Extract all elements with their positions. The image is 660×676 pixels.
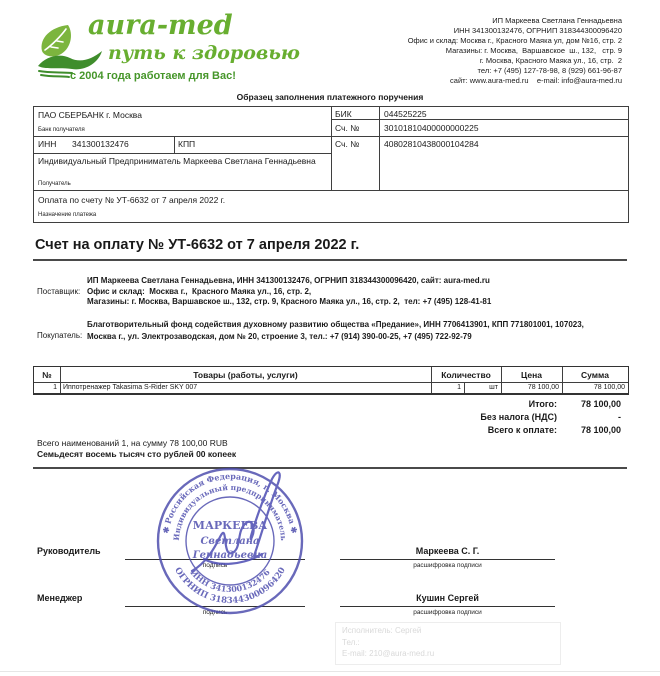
buyer-info: Благотворительный фонд содействия духовному развитию общества «Предание», ИНН 7706413901, КПП 771801001, 107023, Москва г., ул. Электрозаводская, дом № 20, строение 3, тел.: +7 (914) 390-00-25, +7 (495) 722-92-79	[87, 320, 584, 341]
supplier-label: Поставщик:	[37, 287, 81, 296]
bik-value: 044525225	[384, 109, 427, 119]
executor-email: E-mail: 210@aura-med.ru	[342, 649, 435, 658]
page-bottom-line	[0, 671, 660, 672]
contact-line: тел: +7 (495) 127-78-98, 8 (929) 661-96-87	[477, 66, 622, 75]
brand-tagline: путь к здоровью	[108, 42, 300, 64]
name-caption: расшифровка подписи	[413, 562, 482, 569]
corr-account-label: Сч. №	[335, 123, 360, 133]
inn-value: 341300132476	[72, 139, 129, 149]
stamp-arc-bottom-outer: ОГРНИП 318344300096420	[172, 565, 288, 607]
supplier-line: ИП Маркеева Светлана Геннадьевна, ИНН 341300132476, ОГРНИП 318344300096420, сайт: aura-med.ru	[87, 276, 490, 285]
bik-label: БИК	[335, 109, 352, 119]
payment-sample-table	[33, 106, 629, 223]
director-role: Руководитель	[37, 546, 101, 556]
executor-note	[335, 622, 561, 665]
signature-line	[340, 606, 555, 607]
signature-caption: подпись	[202, 609, 228, 616]
item-amount: 78 100,00	[593, 384, 625, 391]
total-label: Без налога (НДС)	[480, 412, 557, 422]
col-header-amount: Сумма	[581, 370, 609, 380]
stamp-center-patronymic: Геннадьевна	[192, 550, 268, 561]
inn-label: ИНН	[38, 139, 57, 149]
signature-line	[340, 559, 555, 560]
stamp-arc-bottom-inner: ИНН 341300132476	[188, 567, 272, 595]
company-stamp	[148, 461, 318, 621]
stamp-arc-top-outer: ✱ Российская Федерация, г. Москва ✱	[160, 470, 300, 535]
account-value: 40802810438000104284	[384, 139, 479, 149]
supplier-info	[87, 276, 607, 308]
executor-phone: Тел.:	[342, 637, 360, 647]
supplier-line: Магазины: г. Москва, Варшавское ш., 132, стр. 9, Красного Маяка ул., 16, стр. 2, тел: +7 (495) 128-41-81	[87, 297, 492, 306]
kpp-label: КПП	[178, 139, 196, 149]
item-name: Иппотренажер Takasima S-Rider SKY 007	[63, 384, 198, 391]
contact-line: ИП Маркеева Светлана Геннадьевна	[492, 16, 622, 25]
total-value: 78 100,00	[580, 399, 621, 409]
account-label: Сч. №	[335, 139, 360, 149]
col-header-num: №	[42, 370, 52, 380]
invoice-title: Счет на оплату № УТ-6632 от 7 апреля 2022 г.	[35, 237, 360, 253]
manager-name: Кушин Сергей	[416, 593, 479, 603]
executor-line: Исполнитель: Сергей	[342, 626, 422, 635]
stamp-center-firstname: Светлана	[200, 536, 260, 547]
stamp-center-surname: МАРКЕЕВА	[192, 519, 268, 532]
contact-line: Магазины: г. Москва, Варшавское ш., 132, стр. 9	[445, 46, 622, 55]
recipient-name: Индивидуальный Предприниматель Маркеева Светлана Геннадьевна	[38, 156, 316, 166]
signature-caption: подпись	[202, 562, 228, 569]
corr-account-value: 30101810400000000225	[384, 123, 479, 133]
col-header-price: Цена	[521, 370, 542, 380]
amount-in-words: Семьдесят восемь тысяч сто рублей 00 копеек	[37, 449, 237, 459]
brand-name: aura-med	[88, 10, 233, 41]
purpose-caption: Назначение платежа	[38, 212, 97, 218]
bank-caption: Банк получателя	[38, 127, 85, 133]
summary-line: Всего наименований 1, на сумму 78 100,00 RUB	[37, 438, 228, 448]
director-name: Маркеева С. Г.	[415, 546, 480, 556]
item-qty: 1	[457, 384, 461, 391]
payment-sample-title: Образец заполнения платежного поручения	[236, 92, 424, 102]
name-caption: расшифровка подписи	[413, 609, 482, 616]
items-table	[33, 366, 629, 395]
recipient-caption: Получатель	[38, 181, 71, 187]
total-label: Всего к оплате:	[487, 425, 557, 435]
item-price: 78 100,00	[527, 384, 559, 391]
manager-role: Менеджер	[37, 593, 83, 603]
total-value: 78 100,00	[580, 425, 621, 435]
stamp-arc-top-inner: Индивидуальный предприниматель	[171, 482, 289, 541]
contact-line: г. Москва, Красного Маяка ул., 16, стр. 2	[479, 56, 622, 65]
item-num: 1	[53, 384, 57, 391]
contact-line: Офис и склад: Москва г., Красного Маяка ул, дом №16, стр. 2	[407, 36, 622, 45]
col-header-qty: Количество	[441, 370, 491, 380]
bank-name: ПАО СБЕРБАНК г. Москва	[38, 110, 142, 120]
contact-line: ИНН 341300132476, ОГРНИП 318344300096420	[453, 26, 622, 35]
payment-purpose: Оплата по счету № УТ-6632 от 7 апреля 2022 г.	[38, 195, 226, 205]
item-unit: шт	[489, 384, 498, 391]
contact-line: сайт: www.aura-med.ru e-mail: info@aura-med.ru	[450, 76, 622, 85]
brand-slogan: с 2004 года работаем для Вас!	[70, 70, 236, 82]
total-value: -	[618, 412, 621, 422]
supplier-line: Офис и склад: Москва г., Красного Маяка ул., 16, стр. 2,	[87, 286, 312, 296]
divider	[33, 467, 627, 469]
total-label: Итого:	[528, 399, 557, 409]
buyer-label: Покупатель:	[37, 331, 83, 340]
divider	[33, 259, 627, 261]
col-header-name: Товары (работы, услуги)	[193, 370, 298, 380]
